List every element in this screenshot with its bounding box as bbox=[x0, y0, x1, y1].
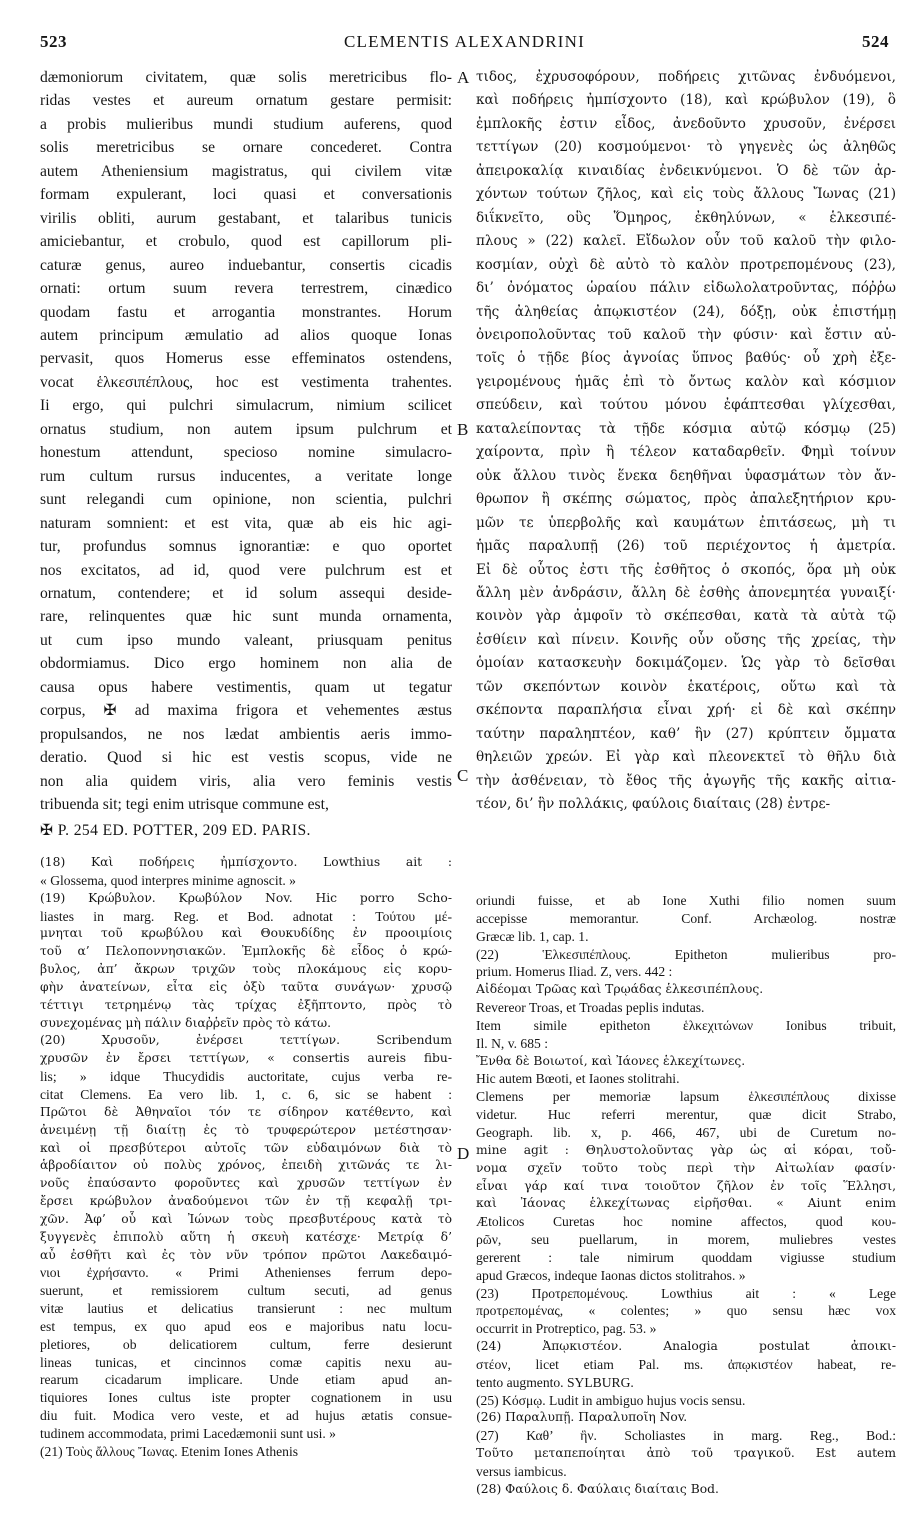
text-line: rum cultum rursus inducentes, a veritate longe bbox=[40, 467, 452, 485]
note-line: Geograph. lib. x, p. 466, 467, ubi de Curetum no- bbox=[476, 1124, 896, 1140]
text-line: τοῖς ὁ τῇδε βίος ἀγνοίας ὕπνος βαθύς· οὗ χρὴ ἐξε- bbox=[476, 350, 896, 367]
note-line: μνηται τοῦ κρωβύλου καὶ Θουκυδίδης ἐν προοιμίοις bbox=[40, 926, 452, 941]
text-line: rare, relinquentes quæ hic sunt munda ornamenta, bbox=[40, 608, 452, 626]
note-line: Item simile epitheton ἑλκεχιτώνων Ionibus tribuit, bbox=[476, 1017, 896, 1033]
note-line: Ætolicos Curetas hoc nomine affectos, quod κου- bbox=[476, 1214, 896, 1230]
note-line: (20) Χρυσοῦν, ἐνέρσει τεττίγων. Scribendum bbox=[40, 1033, 452, 1048]
note-line: (18) Καὶ ποδήρεις ἠμπίσχοντο. Lowthius ait : bbox=[40, 855, 452, 869]
note-line: lineas tunicas, et cincinnos comæ capitis nexu au- bbox=[40, 1354, 452, 1370]
text-line: naturam somnient: et est vita, quæ ab eis hic agi- bbox=[40, 514, 452, 532]
text-line: Εἰ δὲ οὗτος ἐστι τῆς ἐσθῆτος ὁ σκοπός, ὅρα μὴ οὐκ bbox=[476, 561, 896, 578]
text-line: ὁμοίαν κατασκευὴν δοκιμάζομεν. Ὡς γὰρ τὸ δεῖσθαι bbox=[476, 655, 896, 672]
text-line: γειρομένους ἡμᾶς ἐπὶ τὸ ὄντως καλὸν καὶ κόσμιον bbox=[476, 373, 896, 390]
note-line: est tempus, ex quo apud eos e majoribus natu locu- bbox=[40, 1318, 452, 1334]
text-line: σκέποντα παραπλήσια εἶναι χρή· εἰ δὲ καὶ σκέπην bbox=[476, 702, 896, 719]
note-line: χῶν. Ἀφ’ οὗ καὶ Ἰώνων τοὺς πρεσβυτέρους κατὰ τὸ bbox=[40, 1211, 452, 1226]
note-line: νομα σχεῖν τοῦτο τοὺς περὶ τὴν Αἰτωλίαν φασίν· bbox=[476, 1160, 896, 1175]
note-line: Revereor Troas, et Troadas peplis indutas. bbox=[476, 1000, 705, 1016]
text-line: autem principum æmulatio ad alios quoque Ionas bbox=[40, 326, 452, 344]
note-line: (28) Φαύλοις δ. Φαύλαις διαίταις Bod. bbox=[476, 1481, 719, 1496]
note-line: oriundi fuisse, et ab Ione Xuthi filio nomen suum bbox=[476, 893, 896, 908]
note-line: prium. Homerus Iliad. Z, vers. 442 : bbox=[476, 964, 673, 980]
note-line: accepisse memorantur. Conf. Archæolog. nostræ bbox=[476, 910, 896, 926]
text-line: Ii ergo, qui pulchri simulacrum, nimium scilicet bbox=[40, 397, 452, 415]
notes-right-column bbox=[476, 892, 896, 1499]
text-line: θηλειῶν χρεών. Εἰ γὰρ καὶ πλεονεκτεῖ τὸ θῆλυ διὰ bbox=[476, 749, 896, 766]
note-line: Πρῶτοι δὲ Ἀθηναῖοι τόν τε σίδηρον κατέθεντο, καὶ bbox=[40, 1104, 452, 1119]
text-line: caturæ genus, aureo induebantur, consertis cicadis bbox=[40, 256, 452, 274]
note-line: καὶ Ἰάονας ἑλκεχίτωνας εἰρῆσθαι. « Aiunt enim bbox=[476, 1196, 896, 1211]
text-line: ἐμπλοκῆς ἐστιν εἶδος, ἀνεδοῦντο χρυσοῦν, ἐνέρσει bbox=[476, 115, 896, 132]
note-line: (24) Ἀπῳκιστέον. Analogia postulat ἀποικι- bbox=[476, 1339, 896, 1354]
note-line: ἔρσει κρώβυλον ἀναδούμενοι τῶν ἐν τῇ κεφαλῇ τρι- bbox=[40, 1194, 452, 1209]
text-line: ἐσθίειν καὶ πίνειν. Κοινῆς οὖν οὔσης τῆς χρείας, τὴν bbox=[476, 631, 896, 648]
note-line: καὶ οἱ πρεσβύτεροι αὐτοῖς τῶν εὐδαιμόνων διὰ τὸ bbox=[40, 1140, 452, 1155]
text-line: a probis mulieribus mundi studium auferens, quod bbox=[40, 115, 452, 133]
left-page-number: 523 bbox=[40, 32, 67, 51]
text-line: ἄλλη μὲν ἀνδράσιν, ἄλλη δὲ ἐσθὴς ἀπονεμητέα γυναιξί· bbox=[476, 584, 896, 601]
note-line: Ἔνθα δὲ Βοιωτοί, καὶ Ἰάονες ἑλκεχίτωνες. bbox=[476, 1053, 746, 1068]
note-line: προτρεπομένας, « colentes; » quo sensu hæc vox bbox=[476, 1303, 896, 1319]
text-line: ridas vestes et aureum ornatum gestare permisit: bbox=[40, 92, 452, 110]
text-line: ornatus studium, non autem ipsum pulchrum et bbox=[40, 420, 452, 438]
potter-page-reference: ✠ P. 254 ED. POTTER, 209 ED. PARIS. bbox=[40, 821, 311, 839]
note-line: lis; » idque Thucydidis auctoritate, cujus verba re- bbox=[40, 1069, 452, 1085]
latin-text-column bbox=[40, 66, 452, 842]
text-line: τῶν σκεπόντων κοινὸν ἑκατέροις, οὕτω καὶ τὰ bbox=[476, 678, 896, 695]
note-line: diu fuit. Modica vero veste, et ad hujus ætatis consue- bbox=[40, 1408, 452, 1424]
text-line: χαίροντα, πρὶν ἢ τέλεον καταδαρθεῖν. Φημὶ τοίνυν bbox=[476, 444, 896, 461]
text-line: deratio. Quod si hic est vestis scopus, vide ne bbox=[40, 749, 452, 767]
note-line: συνεχομένας μὴ πάλιν διαῤῥεῖν πρὸς τὸ κάτω. bbox=[40, 1015, 332, 1030]
note-line: αὖ ἐσθῆτι καὶ ἐς τὸν νῦν τρόπον πρῶτοι Λακεδαιμό- bbox=[40, 1247, 452, 1262]
note-line: versus iambicus. bbox=[476, 1464, 567, 1479]
note-line: suerunt, et remissiorem cultum secuti, ad genus bbox=[40, 1283, 452, 1299]
note-line: tiquiores Iones cultus iste propter cognationem in usu bbox=[40, 1390, 452, 1406]
text-line: κοσμίαν, οὐχὶ δὲ αὐτὸ τὸ καλὸν προτρεπομένους (23), bbox=[476, 256, 896, 273]
text-line: τεττίγων (20) κοσμούμενοι· τὸ γηγενὲς ὡς ἀληθῶς bbox=[476, 139, 896, 156]
text-line: ornatum, contendere; et id solum assequi deside- bbox=[40, 584, 452, 602]
text-line: nos excitatos, ad id, quod vere pulchrum est et bbox=[40, 561, 452, 579]
note-line: apud Græcos, indeque Iaonas dictos stolitrahos. » bbox=[476, 1267, 746, 1283]
note-line: rearum cicadarum implicare. Unde etiam apud an- bbox=[40, 1372, 452, 1388]
text-line: formam expulerant, loci quasi et conversationis bbox=[40, 186, 452, 204]
note-line: (25) Κόσμῳ. Ludit in ambiguo hujus vocis sensu. bbox=[476, 1392, 746, 1408]
text-line: autem Atheniensium magistratus, qui civilem vitæ bbox=[40, 162, 452, 180]
note-line: νιοι ἐχρήσαντο. « Primi Athenienses ferrum depo- bbox=[40, 1265, 452, 1281]
margin-letter-c: C bbox=[457, 766, 469, 785]
note-line: Græcæ lib. 1, cap. 1. bbox=[476, 928, 589, 944]
text-line: τῆς ἀληθείας ἀπῳκιστέον (24), δόξῃ, οὐκ ἐπιστήμῃ bbox=[476, 303, 896, 320]
note-line: χρυσῶν ἐν ἔρσει τεττίγων, « consertis aureis fibu- bbox=[40, 1051, 452, 1066]
note-line: Clemens per memoriæ lapsum ἑλκεσιπέπλους dixisse bbox=[476, 1089, 896, 1105]
text-line: causa opus habere vestimentis, quam ut tegatur bbox=[40, 678, 452, 696]
text-line: κοινὸν γὰρ ἀμφοῖν τὸ σκέπεσθαι, κατὰ τὰ αὐτὰ τῷ bbox=[476, 608, 896, 625]
note-line: tudinem accommodata, primi Lacedæmonii sunt usi. » bbox=[40, 1426, 336, 1441]
text-line: solis meretricibus se ornare concederet. Contra bbox=[40, 139, 452, 157]
note-line: (19) Κρώβυλον. Κρωβύλον Nov. Hic porro Scho- bbox=[40, 890, 452, 905]
margin-letter-d: D bbox=[457, 1144, 470, 1163]
note-line: « Glossema, quod interpres minime agnoscit. » bbox=[40, 872, 296, 888]
note-line: νοῦς ἐπαύσαντο φοροῦντες καὶ χρυσῶν τεττίγων ἐν bbox=[40, 1176, 452, 1191]
text-line: ὀνειροπολοῦντας τοῦ καλοῦ τὴν φύσιν· καὶ ἔστιν αὐ- bbox=[476, 326, 896, 343]
text-line: quodam fastu et arrogantia monstrantes. Horum bbox=[40, 303, 452, 321]
text-line: ornati: ortum suum revera terrestrem, cinædico bbox=[40, 280, 452, 298]
note-line: Αἰδέομαι Τρῶας καὶ Τρῳάδας ἑλκεσιπέπλους. bbox=[476, 982, 764, 997]
text-line: ταύτην παραληπτέον, καθ’ ἣν (27) κρύπτειν ὄμματα bbox=[476, 725, 896, 742]
text-line: μῶν τε ὑπερβολῆς καὶ καυμάτων ἐπιτάσεως, μὴ τι bbox=[476, 514, 896, 531]
text-line: θρωπον ἢ σκέπης σώματος, πρὸς ἀπαλεξητήριον κρυ- bbox=[476, 491, 896, 508]
note-line: tento augmento. SYLBURG. bbox=[476, 1374, 634, 1390]
note-line: φὴν ἀνατείνων, εἶτα εἰς ὀξὺ ταῦτα συνάγων· χρυσῷ bbox=[40, 979, 452, 994]
margin-letter-a: A bbox=[457, 68, 470, 87]
note-line: liastes in marg. Reg. et Bod. adnotat : Τούτου μέ- bbox=[40, 908, 452, 924]
note-line: βυλος, ἀπ’ ἄκρων τριχῶν τοὺς πλοκάμους εἰς κορυ- bbox=[40, 962, 452, 977]
note-line: τέττιγι τετρημένῳ τὰς τρίχας ἐξῆπτοντο, πρὸς τὸ bbox=[40, 997, 452, 1012]
note-line: Τοῦτο μεταπεποίηται ἀπὸ τοῦ τραγικοῦ. Est autem bbox=[476, 1446, 896, 1461]
text-line: χόντων τούτων ζῆλος, καὶ εἰς τοὺς ἄλλους Ἴωνας (21) bbox=[476, 186, 896, 203]
note-line: (27) Καθ’ ἣν. Scholiastes in marg. Reg., Bod.: bbox=[476, 1428, 896, 1444]
text-line: καὶ ποδήρεις ἠμπίσχοντο (18), καὶ κρώβυλον (19), ὃ bbox=[476, 92, 896, 109]
note-line: (21) Τοὺς ἄλλους Ἴωνας. Etenim Iones Athenis bbox=[40, 1443, 299, 1459]
text-line: dæmoniorum civitatem, quæ solis meretricibus flo- bbox=[40, 69, 452, 86]
text-line: vocat ἑλκεσιπέπλους, hoc est vestimenta trahentes. bbox=[40, 373, 452, 391]
note-line: τοῦ α’ Πελοποννησιακῶν. Ἐμπλοκῆς δὲ εἶδος ὁ κρώ- bbox=[40, 944, 452, 959]
margin-letter-b: B bbox=[457, 420, 469, 439]
text-line: obdormiamus. Dico ergo hominem non alia de bbox=[40, 655, 452, 673]
note-line: gererent : tale nimirum quoddam vigiusse studium bbox=[476, 1249, 896, 1265]
note-line: (22) Ἑλκεσιπέπλους. Epitheton mulieribus pro- bbox=[476, 946, 896, 962]
note-line: citat Clemens. Ea vero lib. 1, c. 6, sic se habent : bbox=[40, 1086, 452, 1102]
greek-text-column bbox=[476, 66, 896, 817]
text-line: τέον, δι’ ἣν πολλάκις, φαύλοις διαίταις (28) ἐντρε- bbox=[476, 796, 831, 813]
text-line: τιδος, ἐχρυσοφόρουν, ποδήρεις χιτῶνας ἐνδυόμενοι, bbox=[476, 69, 896, 85]
text-line: propulsandos, ne nos lædat ambientis aeris immo- bbox=[40, 725, 452, 743]
note-line: pletiores, ob delicatiorem cultum, ferre desierunt bbox=[40, 1336, 452, 1352]
text-line: διΐκνεῖτο, οὓς Ὅμηρος, ἐκθηλύνων, « ἑλκεσιπέ- bbox=[476, 209, 896, 226]
text-line: καταλείποντας τὰ τῇδε κόσμια αὐτῷ κόσμῳ (25) bbox=[476, 420, 896, 437]
note-line: vitæ lautius et delicatius transierunt : nec multum bbox=[40, 1301, 452, 1317]
text-line: sunt relegandi cum opinione, non scientia, pulchri bbox=[40, 491, 452, 509]
text-line: τὴν ἀσθένειαν, τὸ ἔθος τῆς ἀγωγῆς τῆς κακῆς αἰτια- bbox=[476, 772, 896, 789]
running-header bbox=[40, 32, 889, 58]
text-line: tur, profundus somnus ignorantiæ: e quo oportet bbox=[40, 538, 452, 556]
note-line: occurrit in Protreptico, pag. 53. » bbox=[476, 1321, 657, 1337]
note-line: (23) Προτρεπομένους. Lowthius ait : « Lege bbox=[476, 1285, 896, 1301]
right-page-number: 524 bbox=[862, 32, 889, 51]
text-line: amiciebantur, et crobulo, quod est capillorum pli- bbox=[40, 233, 452, 251]
note-line: ξυγγενὲς ἐπιπολὺ αὕτη ἡ σκευὴ κατέσχε· Μετρίᾳ δ’ bbox=[40, 1229, 452, 1244]
note-line: εἶναι γάρ καί τινα τοιοῦτον ζῆλον ἐν τοῖς Ἕλλησι, bbox=[476, 1178, 896, 1193]
note-line: videtur. Huc referri merentur, quæ dicit Strabo, bbox=[476, 1107, 896, 1123]
text-line: ἡμᾶς παραλυπῇ (26) τοῦ περιέχοντος ἡ ἀμετρία. bbox=[476, 538, 896, 555]
note-line: Hic autem Bœoti, et Iaones stolitrahi. bbox=[476, 1071, 680, 1087]
note-line: (26) Παραλυπῇ. Παραλυποῖη Nov. bbox=[476, 1410, 688, 1425]
text-line: πλους » (22) καλεῖ. Εἴδωλον οὖν τοῦ καλοῦ τὴν φιλο- bbox=[476, 233, 896, 250]
text-line: δι’ ὀνόματος ὡραίου πάλιν εἰδωλολατροῦντας, πόῤῥω bbox=[476, 280, 896, 297]
note-line: ἀνειμένῃ τῇ διαίτῃ ἐς τὸ τρυφερώτερον μετέστησαν· bbox=[40, 1122, 452, 1137]
note-line: ρῶν, seu puellarum, in morem, muliebres vestes bbox=[476, 1232, 896, 1248]
note-line: στέον, licet etiam Pal. ms. ἀπῳκιστέον habeat, re- bbox=[476, 1356, 896, 1372]
text-line: corpus, ✠ ad maxima frigora et vehementes æstus bbox=[40, 702, 452, 720]
note-line: ἁβροδίαιτον οὐ πολὺς χρόνος, ἐπειδὴ χιτῶνάς τε λι- bbox=[40, 1158, 452, 1173]
text-line: οὐκ ἄλλου τινὸς ἕνεκα δεηθῆναι ὑφασμάτων τὸν ἄν- bbox=[476, 467, 896, 484]
notes-left-column bbox=[40, 854, 452, 1461]
text-line: pervasit, quos Homerus esse effeminatos ostendens, bbox=[40, 350, 452, 368]
text-line: ut cum ipso mundo valeant, priusquam penitus bbox=[40, 631, 452, 649]
text-line: virilis obliti, aurum gestabant, et talaribus tunicis bbox=[40, 209, 452, 227]
running-title: CLEMENTIS ALEXANDRINI bbox=[344, 32, 585, 51]
text-line: σπεύδειν, καὶ τούτου μόνου ἐφάπτεσθαι γλίχεσθαι, bbox=[476, 397, 896, 414]
text-line: non alia quidem viris, alia vero feminis vestis bbox=[40, 772, 452, 790]
text-line: tribuenda sit; tegi enim utrisque commune est, bbox=[40, 796, 329, 814]
note-line: mine agit : Θηλυστολοῦντας γὰρ ὡς αἱ κόραι, τοὔ- bbox=[476, 1142, 896, 1157]
note-line: Il. N, v. 685 : bbox=[476, 1035, 548, 1051]
text-line: honestum attendunt, specioso nomine simulacro- bbox=[40, 444, 452, 462]
text-line: ἀπειροκαλίᾳ κιναιδίας ἐνδεικνύμενοι. Ὁ δὲ τῶν ἀρ- bbox=[476, 162, 896, 179]
